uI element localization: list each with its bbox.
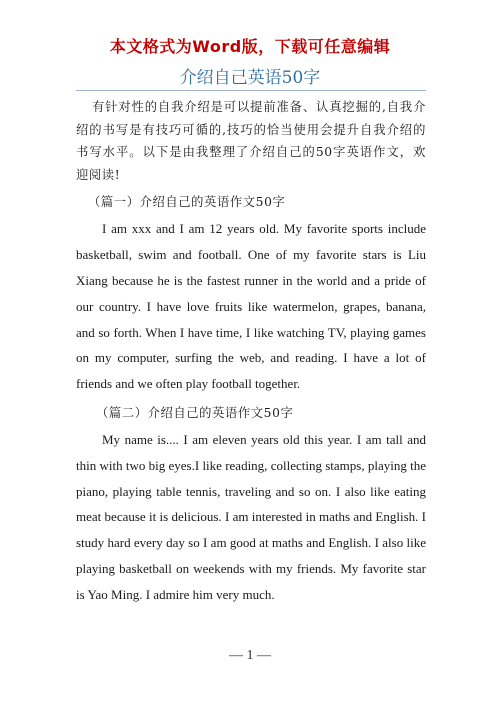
document-body bbox=[76, 96, 426, 608]
page-number: — 1 — bbox=[229, 648, 271, 663]
intro-paragraph: 有针对性的自我介绍是可以提前准备、认真挖掘的,自我介绍的书写是有技巧可循的,技巧的恰当使用会提升自我介绍的书写水平。以下是由我整理了介绍自己的50字英语作文，欢迎阅读! bbox=[76, 100, 426, 182]
title-divider bbox=[76, 90, 426, 91]
format-banner: 本文格式为Word版，下载可任意编辑 bbox=[109, 37, 391, 56]
document-title: 介绍自己英语50字 bbox=[179, 68, 321, 88]
section-text-2: My name is.... I am eleven years old this year. I am tall and thin with two big eyes.I like reading, collecting stamps, playing the piano, playing table tennis, traveling and so on. I also like eating meat because it is delicious. I am interested in maths and English. I study hard every day so I am good at maths and English. I also like playing basketball on weekends with my friends. My favorite star is Yao Ming. I admire him very much. bbox=[76, 431, 426, 602]
section-heading-2: （篇二）介绍自己的英语作文50字 bbox=[96, 405, 294, 420]
section-heading-1: （篇一）介绍自己的英语作文50字 bbox=[88, 195, 286, 210]
section-text-1: I am xxx and I am 12 years old. My favorite sports include basketball, swim and football. One of my favorite stars is Liu Xiang because he is the fastest runner in the world and a pride of our country. I have love fruits like watermelon, grapes, banana, and so forth. When I have time, I like watching TV, playing games on my computer, surfing the web, and reading. I have a lot of friends and we often play football together. bbox=[76, 221, 426, 392]
